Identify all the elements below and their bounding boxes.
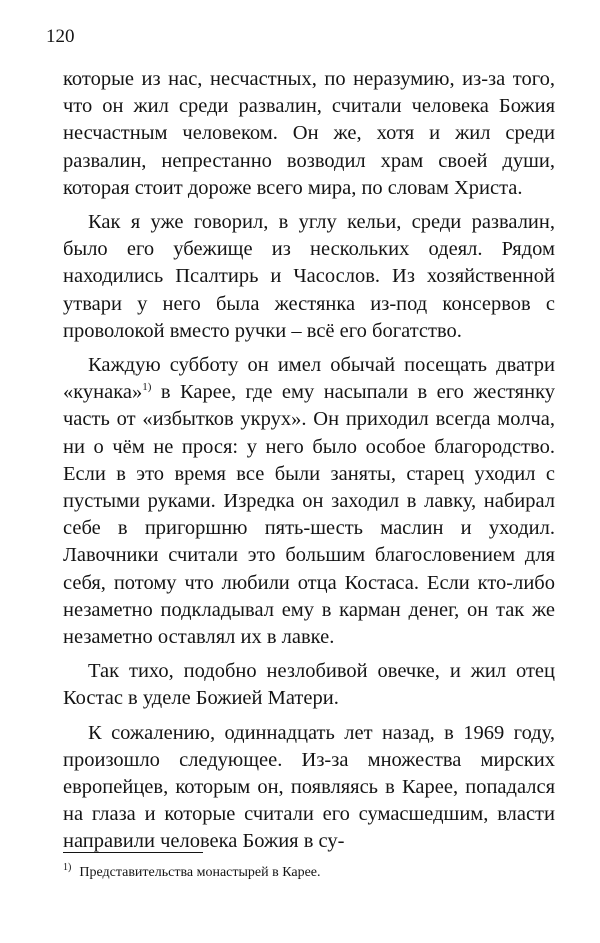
paragraph: Так тихо, подобно незлобивой овечке, и жил отец Костас в уделе Божией Матери. [63, 660, 555, 710]
body-text [63, 66, 555, 863]
paragraph: Как я уже говорил, в углу кельи, среди развалин, было его убежище из нескольких одеял. Рядом находились Псалтирь и Часослов. Из хозяйственной утвари у него была жестянка из-под консервов с проволокой вместо ручки – всё его богатство. [63, 211, 555, 342]
footnote [63, 864, 321, 882]
footnote-divider [63, 852, 203, 853]
footnote-text: Представительства монастырей в Карее. [79, 865, 321, 880]
paragraph: которые из нас, несчастных, по неразумию, из-за того, что он жил среди развалин, считали человека Божия несчастным человеком. Он же, хотя и жил среди развалин, непрестанно возводил храм своей души, которая стоит дороже всего мира, по словам Христа. [63, 68, 555, 199]
paragraph-text: Каждую субботу он имел обычай посещать дватри «кунака» [63, 354, 555, 404]
page-number: 120 [46, 26, 75, 47]
paragraph: К сожалению, одиннадцать лет назад, в 1969 году, произошло следующее. Из-за множества мирских европейцев, которым он, появляясь в Карее, попадался на глаза и которые считали его сумасшедшим, власти направили человека Божия в су- [63, 721, 555, 853]
paragraph [63, 352, 555, 651]
footnote-reference[interactable]: 1) [142, 381, 152, 394]
paragraph-text: в Карее, где ему насыпали в его жестянку часть от «избытков укрух». Он приходил всегда молча, ни о чём не прося: у него было особое благородство. Если в это время все были заняты, старец уходил с пустыми руками. Изредка он заходил в лавку, набирал себе в пригоршню пять-шесть маслин и уходил. Лавочники считали это большим благословением для себя, потому что любили отца Костаса. Если кто-либо незаметно подкладывал ему в карман денег, он так же незаметно оставлял их в лавке. [63, 381, 555, 649]
footnote-mark: 1) [63, 862, 72, 874]
